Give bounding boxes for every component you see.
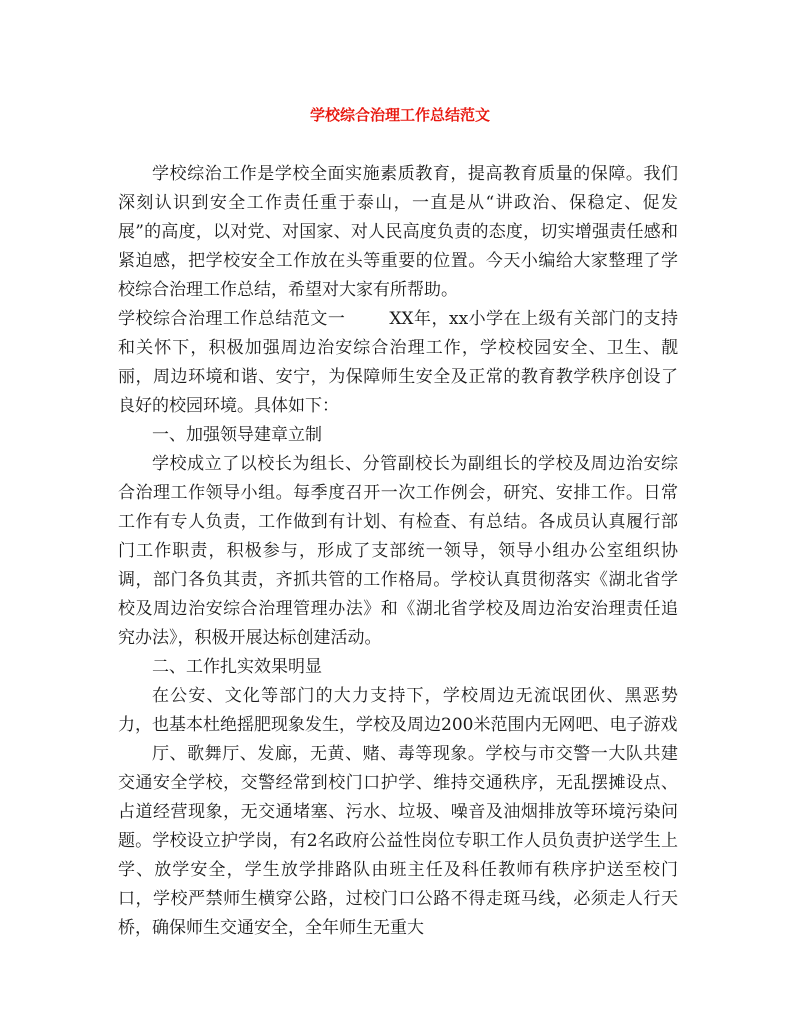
essay1-opening: XX年，xx小学在上级有关部门的支持和关怀下，积极加强周边治安综合治理工作，学校校园安全、卫生、靓丽，周边环境和谐、安宁，为保障师生安全及正常的教育教学秩序创设了良好的校园环境。具体如下： bbox=[118, 309, 678, 416]
essay1-paragraph bbox=[118, 305, 678, 421]
document-body bbox=[118, 160, 678, 943]
essay1-label: 学校综合治理工作总结范文一 bbox=[118, 309, 346, 329]
section2-heading: 二、工作扎实效果明显 bbox=[152, 657, 322, 677]
section2-paragraph-a: 在公安、文化等部门的大力支持下，学校周边无流氓团伙、黑恶势力，也基本杜绝摇肥现象发生，学校及周边200米范围内无网吧、电子游戏 bbox=[118, 686, 678, 735]
section1-heading: 一、加强领导建章立制 bbox=[152, 425, 322, 445]
section2-paragraph-b: 厅、歌舞厅、发廊，无黄、赌、毒等现象。学校与市交警一大队共建交通安全学校，交警经常到校门口护学、维持交通秩序，无乱摆摊设点、占道经营现象，无交通堵塞、污水、垃圾、噪音及油烟排放等环境污染问题。学校设立护学岗，有2名政府公益性岗位专职工作人员负责护送学生上学、放学安全，学生放学排路队由班主任及科任教师有秩序护送至校门口，学校严禁师生横穿公路，过校门口公路不得走斑马线，必须走人行天桥，确保师生交通安全，全年师生无重大 bbox=[118, 744, 678, 938]
intro-paragraph: 学校综治工作是学校全面实施素质教育，提高教育质量的保障。我们深刻认识到安全工作责任重于泰山，一直是从“讲政治、保稳定、促发展”的高度，以对党、对国家、对人民高度负责的态度，切实增强责任感和紧迫感，把学校安全工作放在头等重要的位置。今天小编给大家整理了学校综合治理工作总结，希望对大家有所帮助。 bbox=[118, 164, 678, 300]
document-title: 学校综合治理工作总结范文 bbox=[309, 106, 490, 124]
section1-paragraph: 学校成立了以校长为组长、分管副校长为副组长的学校及周边治安综合治理工作领导小组。每季度召开一次工作例会，研究、安排工作。日常工作有专人负责，工作做到有计划、有检查、有总结。各成员认真履行部门工作职责，积极参与，形成了支部统一领导，领导小组办公室组织协调，部门各负其责，齐抓共管的工作格局。学校认真贯彻落实《湖北省学校及周边治安综合治理管理办法》和《湖北省学校及周边治安治理责任追究办法》，积极开展达标创建活动。 bbox=[118, 454, 678, 648]
